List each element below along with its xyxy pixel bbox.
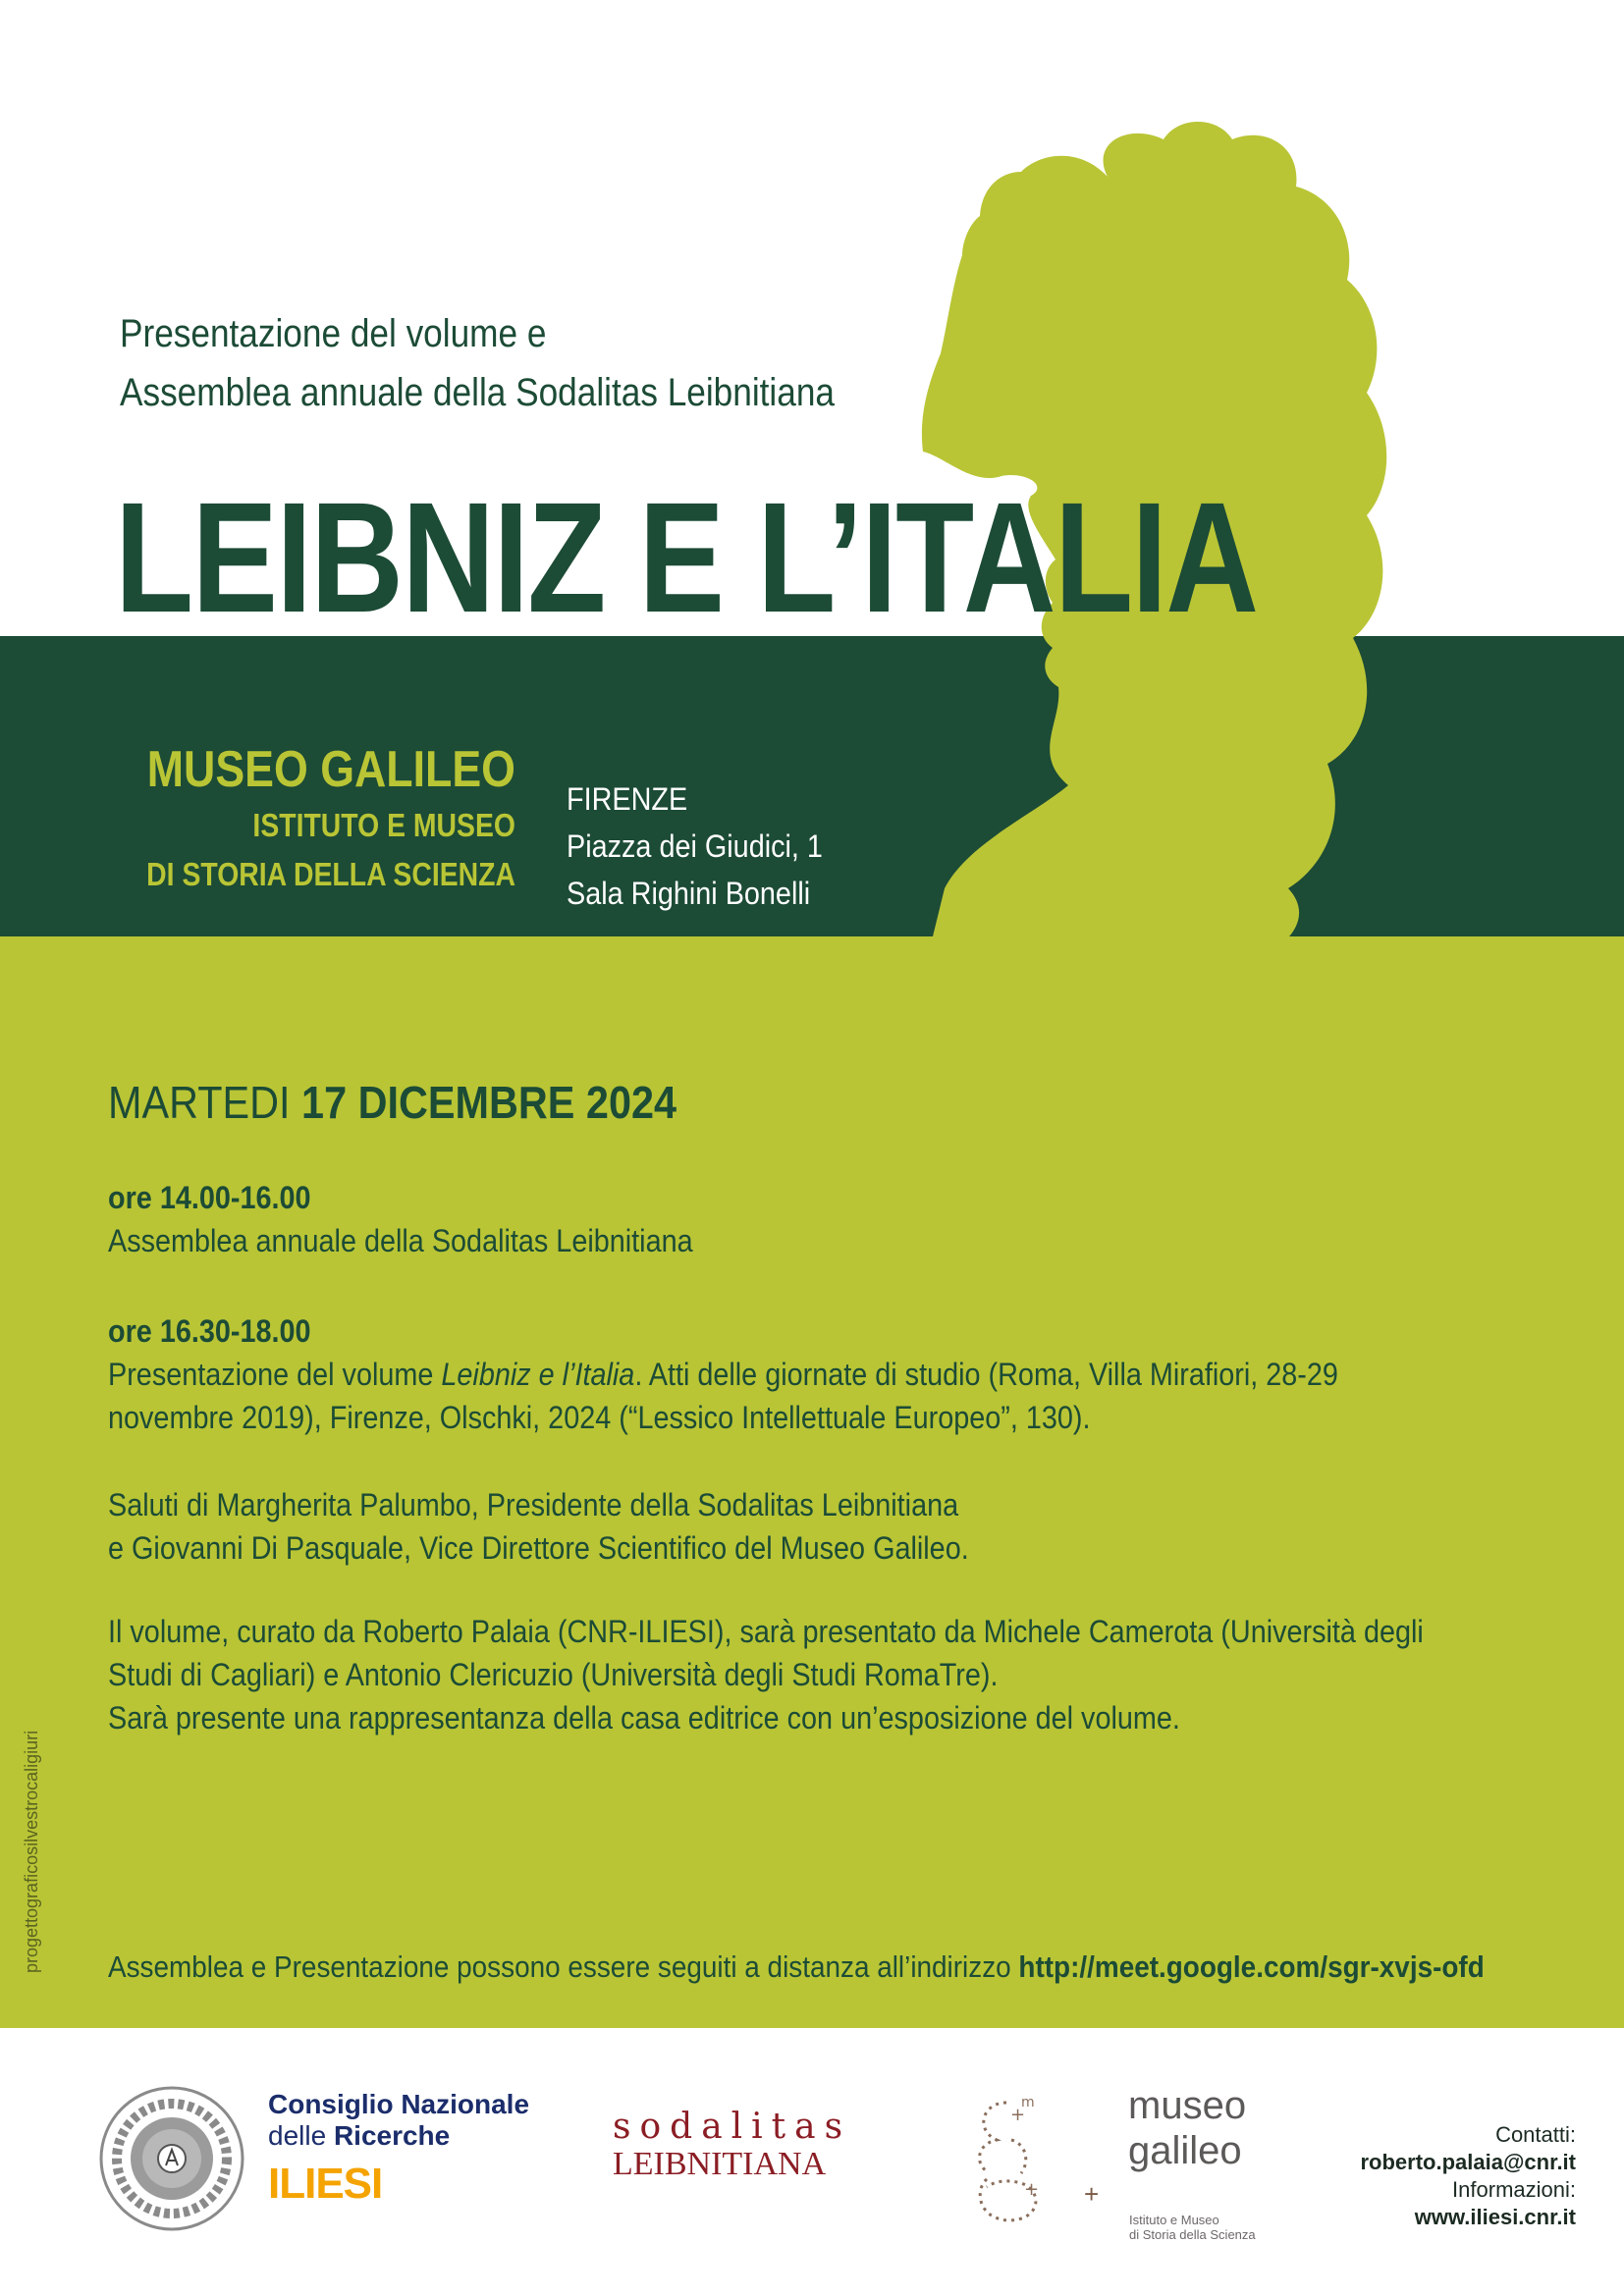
session-2-pre: Presentazione del volume: [108, 1357, 442, 1392]
cnr-line-2-pre: delle: [268, 2120, 334, 2151]
contact-email[interactable]: roberto.palaia@cnr.it: [1360, 2150, 1576, 2174]
volume-line-1: Il volume, curato da Roberto Palaia (CNR-ILIESI), sarà presentato da Michele Camerota (Università degli: [108, 1614, 1424, 1649]
cnr-line-2-bold: Ricerche: [333, 2120, 451, 2151]
museo-sub-2: DI STORIA DELLA SCIENZA: [146, 856, 515, 892]
cnr-name: [268, 2089, 529, 2152]
venue-city: FIRENZE: [567, 781, 688, 817]
volume-info: [108, 1610, 1424, 1739]
greetings-line-2: e Giovanni Di Pasquale, Vice Direttore Scientifico del Museo Galileo.: [108, 1530, 969, 1566]
museo-galileo-name: [1128, 2083, 1246, 2173]
greetings-line-1: Saluti di Margherita Palumbo, Presidente della Sodalitas Leibnitiana: [108, 1487, 959, 1522]
remote-info: [108, 1946, 1485, 1989]
cnr-seal-icon: [98, 2085, 245, 2232]
iliesi-logo: ILIESI: [268, 2160, 383, 2208]
museo-galileo-subtitle: [1129, 2213, 1256, 2242]
page-title: LEIBNIZ E L’ITALIA: [115, 469, 1258, 645]
museo-name: MUSEO GALILEO: [146, 741, 515, 798]
museo-galileo-line-2: galileo: [1128, 2129, 1242, 2172]
event-date: [108, 1073, 677, 1132]
venue-address: [567, 775, 823, 917]
session-2-time: ore 16.30-18.00: [108, 1313, 311, 1349]
event-date-bold: 17 DICEMBRE 2024: [301, 1077, 677, 1128]
info-label: Informazioni:: [1452, 2177, 1576, 2202]
volume-line-2: Studi di Cagliari) e Antonio Clericuzio (Università degli Studi RomaTre).: [108, 1657, 999, 1692]
venue-street: Piazza dei Giudici, 1: [567, 828, 823, 864]
book-title: Leibniz e l’Italia: [441, 1357, 635, 1392]
session-1-text: Assemblea annuale della Sodalitas Leibnitiana: [108, 1223, 693, 1258]
svg-text:+: +: [1010, 2105, 1026, 2125]
svg-text:+: +: [1024, 2179, 1040, 2200]
session-2-line-2: novembre 2019), Firenze, Olschki, 2024 (“Lessico Intellettuale Europeo”, 130).: [108, 1400, 1091, 1435]
plus-sign: +: [1084, 2179, 1100, 2209]
design-credit: progettograficosilvestrocaligiuri: [22, 1730, 41, 1973]
svg-text:m: m: [1021, 2095, 1035, 2110]
cnr-line-2: [268, 2120, 529, 2152]
contacts-block: [1360, 2121, 1576, 2231]
session-2-post: . Atti delle giornate di studio (Roma, Villa Mirafiori, 28-29: [634, 1357, 1338, 1392]
sodalitas-top: sodalitas: [613, 2107, 852, 2147]
museo-sub-1: ISTITUTO E MUSEO: [252, 807, 515, 843]
info-url[interactable]: www.iliesi.cnr.it: [1414, 2205, 1576, 2229]
sodalitas-bottom: LEIBNITIANA: [613, 2146, 827, 2182]
meet-link[interactable]: http://meet.google.com/sgr-xvjs-ofd: [1018, 1949, 1485, 1984]
cnr-line-1: Consiglio Nazionale: [268, 2089, 530, 2119]
session-1: [108, 1176, 693, 1262]
contacts-label: Contatti:: [1495, 2122, 1576, 2147]
venue-room: Sala Righini Bonelli: [567, 876, 811, 911]
session-1-time: ore 14.00-16.00: [108, 1180, 311, 1215]
subtitle-line-2: Assemblea annuale della Sodalitas Leibnitiana: [120, 371, 835, 414]
session-2: [108, 1309, 1338, 1439]
subtitle-line-1: Presentazione del volume e: [120, 312, 547, 355]
greetings: [108, 1483, 969, 1570]
museo-galileo-sub-1: Istituto e Museo: [1129, 2213, 1219, 2227]
museo-galileo-line-1: museo: [1128, 2084, 1247, 2127]
museo-galileo-mark-icon: [967, 2093, 1065, 2230]
session-2-line-1: [108, 1353, 1338, 1396]
event-weekday: MARTEDI: [108, 1077, 291, 1128]
museo-galileo-block: [86, 738, 515, 899]
event-subtitle: [120, 304, 835, 422]
museo-galileo-sub-2: di Storia della Scienza: [1129, 2227, 1256, 2242]
remote-text: Assemblea e Presentazione possono essere seguiti a distanza all’indirizzo: [108, 1949, 1019, 1984]
volume-line-3: Sarà presente una rappresentanza della casa editrice con un’esposizione del volume.: [108, 1700, 1180, 1735]
